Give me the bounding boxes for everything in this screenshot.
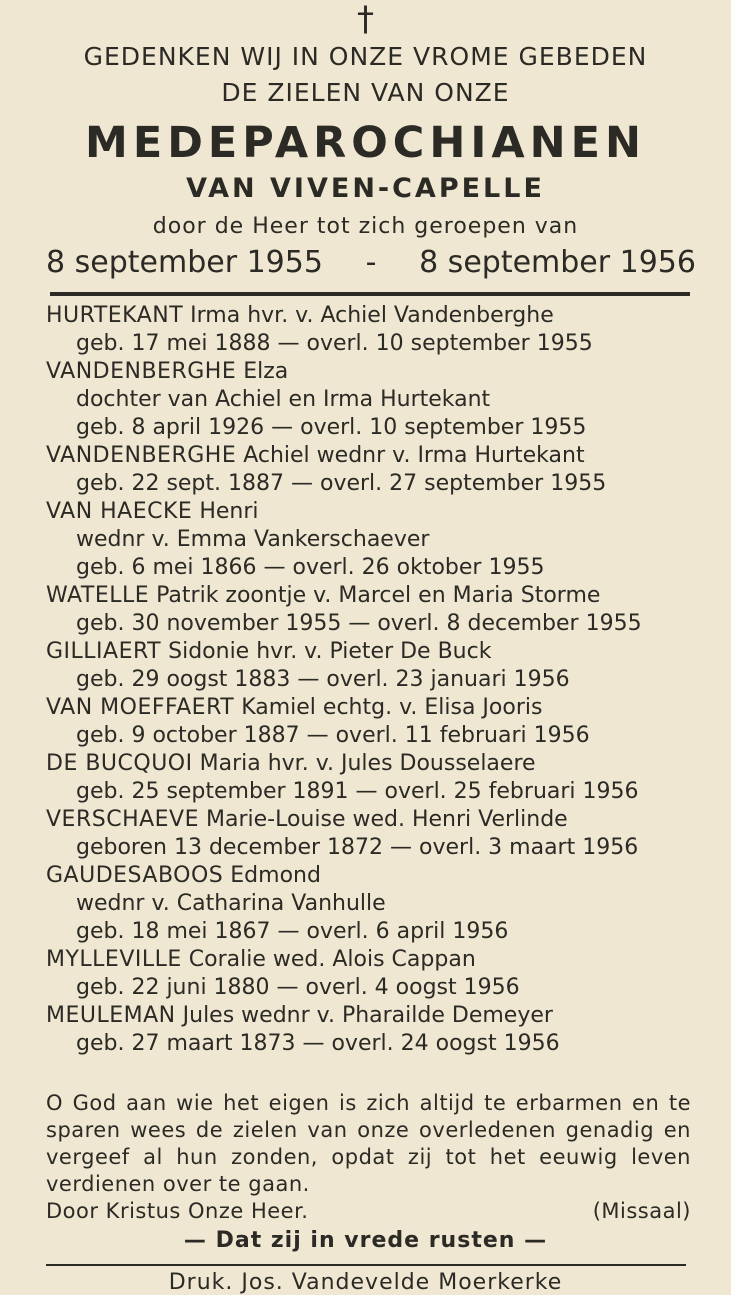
entry-detail: Irma hvr. v. Achiel Vandenberghe xyxy=(183,303,554,328)
entry-line: geb. 22 sept. 1887 — overl. 27 september 1955 xyxy=(76,471,607,496)
list-item xyxy=(46,806,696,862)
entry-line: geb. 8 april 1926 — overl. 10 september 1955 xyxy=(76,415,587,440)
period-separator: - xyxy=(365,245,377,280)
prayer-source: (Missaal) xyxy=(592,1199,691,1223)
entry-line: wednr v. Emma Vankerschaever xyxy=(76,527,430,552)
entry-line: geb. 25 september 1891 — overl. 25 februari 1956 xyxy=(76,779,639,804)
prayer-closing-line xyxy=(46,1198,691,1225)
entry-name: DE BUCQUOI xyxy=(46,751,193,776)
entry-detail: Jules wednr v. Pharailde Demeyer xyxy=(175,1003,553,1028)
entry-name: WATELLE xyxy=(46,583,150,608)
list-item xyxy=(46,442,696,498)
entry-detail: Coralie wed. Alois Cappan xyxy=(181,947,476,972)
entry-name: VANDENBERGHE xyxy=(46,443,237,468)
entry-name: VANDENBERGHE xyxy=(46,359,237,384)
list-item xyxy=(46,498,696,582)
entry-name: HURTEKANT xyxy=(46,303,184,328)
entry-name: GILLIAERT xyxy=(46,639,162,664)
entry-detail: Edmond xyxy=(223,863,321,888)
list-item xyxy=(46,582,696,638)
entry-name: MYLLEVILLE xyxy=(46,947,182,972)
period-start: 8 september 1955 xyxy=(46,245,323,280)
entry-name: VERSCHAEVE xyxy=(46,807,200,832)
divider-bottom xyxy=(46,1264,686,1266)
entry-name: GAUDESABOOS xyxy=(46,863,224,888)
list-item xyxy=(46,750,696,806)
deceased-list xyxy=(46,302,696,1058)
entry-detail: Patrik zoontje v. Marcel en Maria Storme xyxy=(149,583,601,608)
list-item xyxy=(46,694,696,750)
entry-line: geb. 30 november 1955 — overl. 8 december 1955 xyxy=(76,611,642,636)
entry-line: geb. 6 mei 1866 — overl. 26 oktober 1955 xyxy=(76,555,545,580)
list-item xyxy=(46,358,696,442)
page-subtitle: VAN VIVEN-CAPELLE xyxy=(186,173,545,204)
cross-icon: † xyxy=(357,0,374,39)
entry-line: geb. 27 maart 1873 — overl. 24 oogst 1956 xyxy=(76,1031,560,1056)
list-item xyxy=(46,862,696,946)
entry-line: wednr v. Catharina Vanhulle xyxy=(76,891,386,916)
prayer-text: O God aan wie het eigen is zich altijd te erbarmen en te sparen wees de zielen van onze overledenen genadig en vergeef al hun zonden, opdat zij tot het eeuwig leven verdienen over te gaan. xyxy=(46,1091,691,1196)
intro-text: door de Heer tot zich geroepen van xyxy=(152,214,579,239)
entry-name: VAN HAECKE xyxy=(46,499,193,524)
entry-detail: Kamiel echtg. v. Elisa Jooris xyxy=(234,695,543,720)
prayer-closing: Door Kristus Onze Heer. xyxy=(46,1199,309,1223)
list-item xyxy=(46,1002,696,1058)
heading-line-1: GEDENKEN WIJ IN ONZE VROME GEBEDEN xyxy=(83,42,648,71)
entry-line: geb. 9 october 1887 — overl. 11 februari 1956 xyxy=(76,723,590,748)
period xyxy=(46,245,696,280)
entry-line: geb. 18 mei 1867 — overl. 6 april 1956 xyxy=(76,919,509,944)
entry-line: geboren 13 december 1872 — overl. 3 maart 1956 xyxy=(76,835,639,860)
period-end: 8 september 1956 xyxy=(419,245,696,280)
list-item xyxy=(46,302,696,358)
heading-line-2: DE ZIELEN VAN ONZE xyxy=(221,78,510,107)
entry-line: geb. 29 oogst 1883 — overl. 23 januari 1956 xyxy=(76,667,570,692)
divider-top xyxy=(50,292,690,296)
entry-detail: Henri xyxy=(192,499,259,524)
printer-credit: Druk. Jos. Vandevelde Moerkerke xyxy=(168,1270,563,1295)
entry-detail: Maria hvr. v. Jules Dousselaere xyxy=(192,751,536,776)
rest-in-peace: — Dat zij in vrede rusten — xyxy=(183,1228,548,1253)
entry-detail: Elza xyxy=(236,359,289,384)
prayer xyxy=(46,1090,691,1225)
entry-detail: Sidonie hvr. v. Pieter De Buck xyxy=(161,639,492,664)
entry-name: MEULEMAN xyxy=(46,1003,176,1028)
list-item xyxy=(46,946,696,1002)
entry-line: geb. 17 mei 1888 — overl. 10 september 1955 xyxy=(76,331,593,356)
entry-line: geb. 22 juni 1880 — overl. 4 oogst 1956 xyxy=(76,975,520,1000)
page-title: MEDEPAROCHIANEN xyxy=(85,118,646,168)
list-item xyxy=(46,638,696,694)
entry-detail: Marie-Louise wed. Henri Verlinde xyxy=(199,807,568,832)
entry-name: VAN MOEFFAERT xyxy=(46,695,235,720)
entry-detail: Achiel wednr v. Irma Hurtekant xyxy=(236,443,585,468)
entry-line: dochter van Achiel en Irma Hurtekant xyxy=(76,387,491,412)
